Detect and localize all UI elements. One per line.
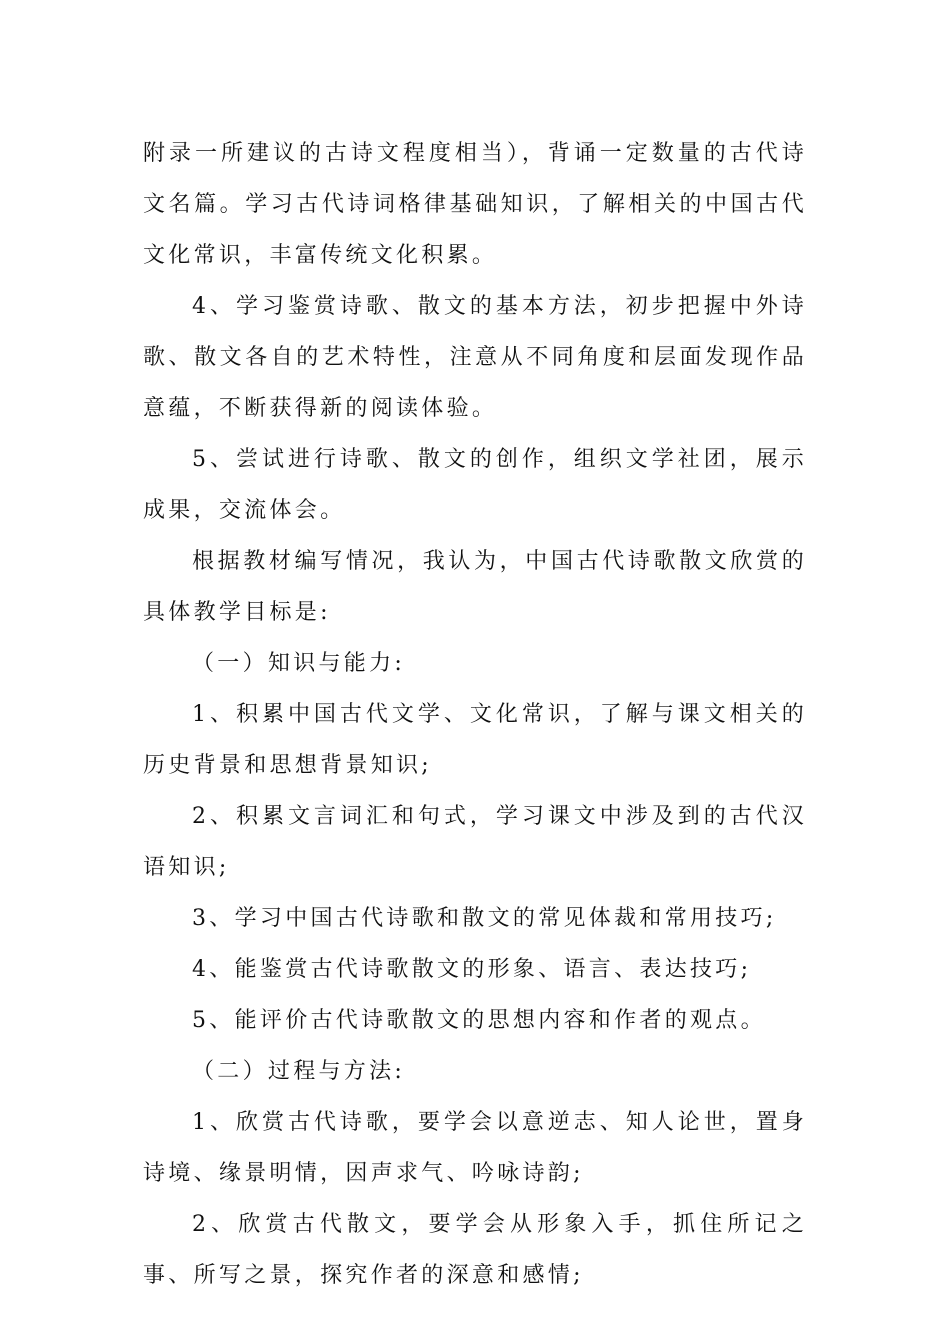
- body-text: [143, 128, 807, 1301]
- paragraph-item-5: 5、尝试进行诗歌、散文的创作，组织文学社团，展示成果，交流体会。: [143, 447, 807, 523]
- process-item-1: 1、欣赏古代诗歌，要学会以意逆志、知人论世，置身诗境、缘景明情，因声求气、吟咏诗韵;: [143, 1110, 807, 1186]
- knowledge-item-4: 4、能鉴赏古代诗歌散文的形象、语言、表达技巧;: [192, 957, 752, 982]
- paragraph-objectives-intro: 根据教材编写情况，我认为，中国古代诗歌散文欣赏的具体教学目标是:: [143, 549, 807, 625]
- knowledge-item-2: 2、积累文言词汇和句式，学习课文中涉及到的古代汉语知识;: [143, 804, 807, 880]
- knowledge-item-1: 1、积累中国古代文学、文化常识，了解与课文相关的历史背景和思想背景知识;: [143, 702, 807, 778]
- knowledge-item-3: 3、学习中国古代诗歌和散文的常见体裁和常用技巧;: [192, 906, 777, 931]
- section-heading-knowledge: （一）知识与能力:: [192, 651, 406, 676]
- process-item-2: 2、欣赏古代散文，要学会从形象入手，抓住所记之事、所写之景，探究作者的深意和感情;: [143, 1212, 807, 1288]
- section-heading-process: （二）过程与方法:: [192, 1059, 406, 1084]
- paragraph-continuation: 附录一所建议的古诗文程度相当），背诵一定数量的古代诗文名篇。学习古代诗词格律基础知识，了解相关的中国古代文化常识，丰富传统文化积累。: [143, 141, 807, 268]
- paragraph-item-4: 4、学习鉴赏诗歌、散文的基本方法，初步把握中外诗歌、散文各自的艺术特性，注意从不同角度和层面发现作品意蕴，不断获得新的阅读体验。: [143, 294, 807, 421]
- knowledge-item-5: 5、能评价古代诗歌散文的思想内容和作者的观点。: [192, 1008, 766, 1033]
